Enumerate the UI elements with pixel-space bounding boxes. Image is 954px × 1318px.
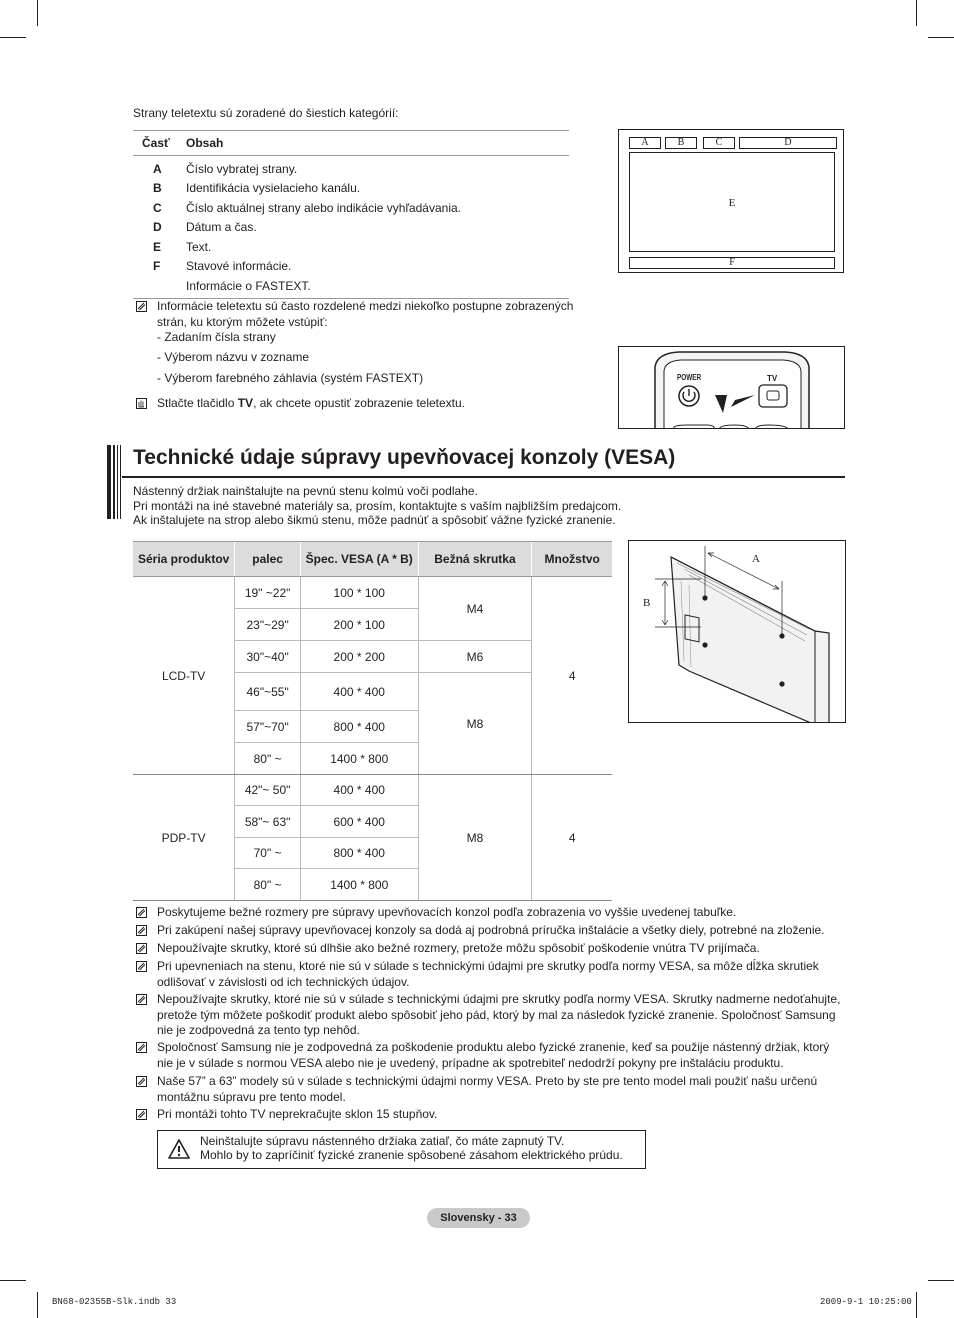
note-icon [136,907,147,918]
print-slug-datetime: 2009-9-1 10:25:00 [820,1297,912,1307]
teletext-info-note: Informácie teletextu sú často rozdelené medzi niekoľko postupne zobrazených strán, ku ktorým môžete vstúpiť: [157,299,574,329]
table-row: 58"~ 63" 600 * 400 [133,806,612,838]
table-row: Informácie o FASTEXT. [133,277,569,298]
section-title: Technické údaje súpravy upevňovacej konzoly (VESA) [133,446,676,469]
vesa-header-screw: Bežná skrutka [418,542,532,577]
note-icon [136,1076,147,1087]
crop-mark [928,37,954,38]
table-row: LCD-TV 19" ~22" 100 * 100 M4 4 [133,577,612,609]
list-item: Pri montáži tohto TV neprekračujte sklon 15 stupňov. [157,1107,438,1121]
table-row: C Číslo aktuálnej strany alebo indikácie vyhľadávania. [153,200,461,215]
vesa-mount-illustration [628,540,846,723]
vesa-header-inch: palec [235,542,301,577]
crop-mark [0,37,26,38]
list-item: Nepoužívajte skrutky, ktoré sú dlhšie ako bežné rozmery, pretože môžu spôsobiť poškodenie vnútra TV prijímača. [157,941,760,955]
list-item: - Zadaním čísla strany [157,330,276,344]
parts-header-content: Obsah [186,131,569,156]
list-item: Pri zakúpení našej súpravy upevňovacej konzoly sa dodá aj podrobná príručka inštalácie a všetky diely, potrebné na zloženie. [157,923,825,937]
vesa-header-qty: Množstvo [532,542,612,577]
mount-label-a: A [752,553,760,565]
print-slug-file: BN68-02355B-Slk.indb 33 [52,1297,177,1307]
crop-mark [928,1280,954,1281]
teletext-label-c: C [703,137,735,149]
mount-label-b: B [643,597,651,609]
list-item: - Výberom farebného záhlavia (systém FASTEXT) [157,371,424,385]
remote-control-illustration [618,346,845,429]
crop-mark [916,0,917,26]
warning-line-1: Neinštalujte súpravu nástenného držiaka zatiaľ, čo máte zapnutý TV. [200,1134,565,1148]
crop-mark [916,1292,917,1318]
tv-back-drawing [629,541,846,723]
list-item: Poskytujeme bežné rozmery pre súpravy upevňovacích konzol podľa zobrazenia vo vyššie uvedenej tabuľke. [157,905,737,919]
crop-mark [0,1280,26,1281]
page-number-badge: Slovensky - 33 [427,1208,530,1228]
table-row: 46"~55" 400 * 400 M8 [133,673,612,711]
vesa-header-series: Séria produktov [133,542,235,577]
teletext-label-a: A [629,137,661,149]
tv-exit-note: Stlačte tlačidlo TV, ak chcete opustiť zobrazenie teletextu. [157,396,466,410]
table-row: B Identifikácia vysielacieho kanálu. [153,181,361,196]
table-row: 80" ~ 1400 * 800 [133,869,612,901]
list-item: Pri upevneniach na stenu, ktoré nie sú v súlade s technickými údajmi pre skrutky podľa normy VESA, sa môže dĺžka skrutiek odlišovať v závislosti od ich technických údajov. [157,959,819,989]
table-row: 30"~40" 200 * 200 M6 [133,641,612,673]
table-row: E Text. [153,239,212,254]
table-row: 57"~70" 800 * 400 [133,711,612,743]
table-row: D Dátum a čas. [153,220,257,235]
tv-label: TV [767,374,778,383]
warning-icon [168,1139,190,1159]
crop-mark [37,0,38,26]
table-row: F Stavové informácie. [153,259,292,274]
teletext-intro: Strany teletextu sú zoradené do šiestich kategórií: [133,106,399,120]
list-item: Naše 57” a 63” modely sú v súlade s technickými údajmi normy VESA. Preto by ste pre tento model mali použiť našu určenú montážnu súpravu pre tento model. [157,1074,818,1104]
note-icon [136,961,147,972]
vesa-header-vesa: Špec. VESA (A * B) [300,542,418,577]
table-row: 70" ~ 800 * 400 [133,838,612,869]
table-row: A Číslo vybratej strany. [153,161,298,176]
teletext-label-e: E [728,197,736,209]
warning-line-2: Mohlo by to zapríčiniť fyzické zranenie spôsobené zásahom elektrického prúdu. [200,1148,623,1162]
teletext-label-f: F [629,257,835,269]
remote-drawing [619,347,845,429]
note-icon [136,925,147,936]
list-item: - Výberom názvu v zozname [157,350,310,364]
section-accent-bar [107,445,123,519]
teletext-screen-diagram [618,129,844,273]
section-rule [122,476,845,478]
note-icon [136,943,147,954]
note-icon [136,301,147,312]
note-icon [136,1109,147,1120]
crop-mark [37,1292,38,1318]
teletext-label-b: B [665,137,697,149]
note-icon [136,1042,147,1053]
table-row: 23"~29" 200 * 100 [133,609,612,641]
teletext-body-area [629,152,835,252]
teletext-label-d: D [739,137,837,149]
hand-icon [136,398,147,409]
table-row: PDP-TV 42"~ 50" 400 * 400 M8 4 [133,775,612,806]
table-row: 80" ~ 1400 * 800 [133,743,612,775]
note-icon [136,994,147,1005]
parts-header-key: Časť [133,131,186,156]
warning-box [157,1130,646,1169]
power-label: POWER [677,373,702,382]
list-item: Spoločnosť Samsung nie je zodpovedná za poškodenie produktu alebo fyzické zranenie, keď sa použije nástenný držiak, ktorý nie je v súlade s normou VESA alebo nie je uvedený, prípadne ak spotrebiteľ nedodrží pokyny pre inštaláciu produktu. [157,1040,830,1070]
list-item: Nepoužívajte skrutky, ktoré nie sú v súlade s technickými údajmi pre skrutky podľa normy VESA. Skrutky nadmerne nedoťahujte, pretože tým môžete poškodiť produkt alebo spôsobiť jeho pád, ktorý by mal za následok fyzické zranenie. Spoločnosť Samsung nie je zodpovedná za tento typ nehôd. [157,992,841,1037]
vesa-spec-table [133,541,612,901]
mount-description: Nástenný držiak nainštalujte na pevnú stenu kolmú voči podlahe. Pri montáži na iné stavebné materiály sa, prosím, kontaktujte s vaším najbližším predajcom. Ak inštalujete na strop alebo šikmú stenu, môže padnúť a spôsobiť vážne fyzické zranenie. [133,484,622,527]
teletext-parts-table [133,130,569,299]
